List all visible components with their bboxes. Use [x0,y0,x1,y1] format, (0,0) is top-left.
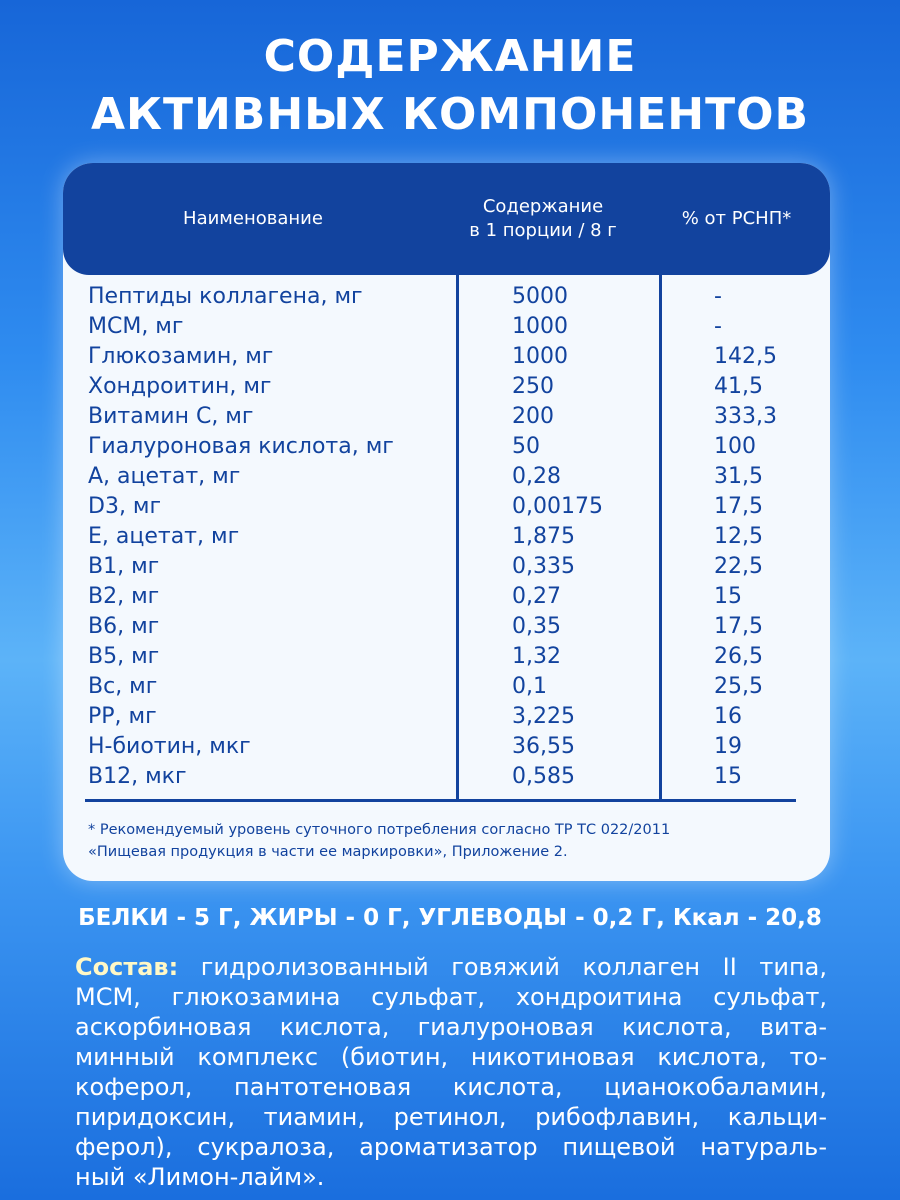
title-line-2: АКТИВНЫХ КОМПОНЕНТОВ [90,89,810,140]
table-row [63,282,830,312]
row-percent: - [714,314,722,339]
macronutrients: БЕЛКИ - 5 Г, ЖИРЫ - 0 Г, УГЛЕВОДЫ - 0,2 Г, Ккал - 20,8 [78,905,822,931]
composition-label: Состав: [75,953,179,981]
row-percent: 100 [714,434,756,459]
row-percent: 12,5 [714,524,763,549]
composition-line [75,952,827,982]
row-percent: 31,5 [714,464,763,489]
table-row [63,372,830,402]
row-name: Гиалуроновая кислота, мг [88,434,394,459]
row-name: Хондроитин, мг [88,374,272,399]
row-amount: 1000 [512,344,568,369]
row-percent: 17,5 [714,614,763,639]
row-percent: 333,3 [714,404,777,429]
row-percent: 15 [714,584,742,609]
row-name: Е, ацетат, мг [88,524,240,549]
row-amount: 0,00175 [512,494,603,519]
row-name: Н-биотин, мкг [88,734,251,759]
row-percent: 16 [714,704,742,729]
row-percent: - [714,284,722,309]
row-name: D3, мг [88,494,162,519]
row-amount: 5000 [512,284,568,309]
table-header [63,163,830,275]
row-amount: 50 [512,434,540,459]
row-amount: 0,1 [512,674,547,699]
header-percent: % от РСНП* [681,208,792,229]
footnote-line-1: * Рекомендуемый уровень суточного потребления согласно ТР ТС 022/2011 [88,822,671,838]
row-percent: 41,5 [714,374,763,399]
table-row [63,402,830,432]
row-name: В12, мкг [88,764,187,789]
row-amount: 1,875 [512,524,575,549]
table-row [63,552,830,582]
row-percent: 25,5 [714,674,763,699]
row-amount: 250 [512,374,554,399]
row-amount: 3,225 [512,704,575,729]
row-percent: 19 [714,734,742,759]
table-row [63,582,830,612]
footnote [88,819,818,863]
composition-text-4: минный комплекс (биотин, никотиновая кислота, то- [75,1043,827,1071]
table-bottom-line [85,799,796,802]
header-content [443,163,643,275]
table-row [63,642,830,672]
table-row [63,312,830,342]
table-row [63,492,830,522]
composition-text-6: пиридоксин, тиамин, ретинол, рибофлавин, кальци- [75,1103,827,1131]
table-row [63,342,830,372]
row-percent: 15 [714,764,742,789]
row-name: Глюкозамин, мг [88,344,274,369]
row-amount: 0,585 [512,764,575,789]
composition-text-5: коферол, пантотеновая кислота, цианокобаламин, [75,1073,827,1101]
composition-text-2: МСМ, глюкозамина сульфат, хондроитина сульфат, [75,983,827,1011]
row-name: А, ацетат, мг [88,464,241,489]
header-content-line-2: в 1 порции / 8 г [469,220,617,241]
row-amount: 1000 [512,314,568,339]
row-name: В5, мг [88,644,160,669]
row-percent: 17,5 [714,494,763,519]
row-name: РР, мг [88,704,157,729]
footnote-line-2: «Пищевая продукция в части ее маркировки», Приложение 2. [88,844,568,860]
composition-text-7: ферол), сукралоза, ароматизатор пищевой натураль- [75,1133,827,1161]
composition-text-3: аскорбиновая кислота, гиалуроновая кислота, вита- [75,1013,827,1041]
composition [75,952,827,1192]
row-name: В2, мг [88,584,160,609]
title-line-1: СОДЕРЖАНИЕ [263,31,637,82]
row-amount: 0,35 [512,614,561,639]
table-row [63,762,830,792]
table-body [63,282,830,792]
row-percent: 26,5 [714,644,763,669]
table-row [63,702,830,732]
row-name: В6, мг [88,614,160,639]
table-row [63,732,830,762]
components-table-card [63,163,830,881]
table-row [63,612,830,642]
composition-text-1: гидролизованный говяжий коллаген II типа, [178,953,827,981]
row-amount: 0,27 [512,584,561,609]
row-percent: 22,5 [714,554,763,579]
row-amount: 36,55 [512,734,575,759]
row-amount: 1,32 [512,644,561,669]
row-name: МСМ, мг [88,314,184,339]
row-name: Витамин С, мг [88,404,254,429]
row-percent: 142,5 [714,344,777,369]
table-row [63,522,830,552]
row-amount: 0,28 [512,464,561,489]
row-amount: 200 [512,404,554,429]
composition-text-8: ный «Лимон-лайм». [75,1163,325,1191]
table-row [63,672,830,702]
row-name: Вс, мг [88,674,158,699]
row-name: В1, мг [88,554,160,579]
row-amount: 0,335 [512,554,575,579]
header-content-line-1: Содержание [482,196,604,217]
table-row [63,462,830,492]
header-name: Наименование [183,208,323,229]
row-name: Пептиды коллагена, мг [88,284,363,309]
page-title [0,28,900,144]
table-row [63,432,830,462]
